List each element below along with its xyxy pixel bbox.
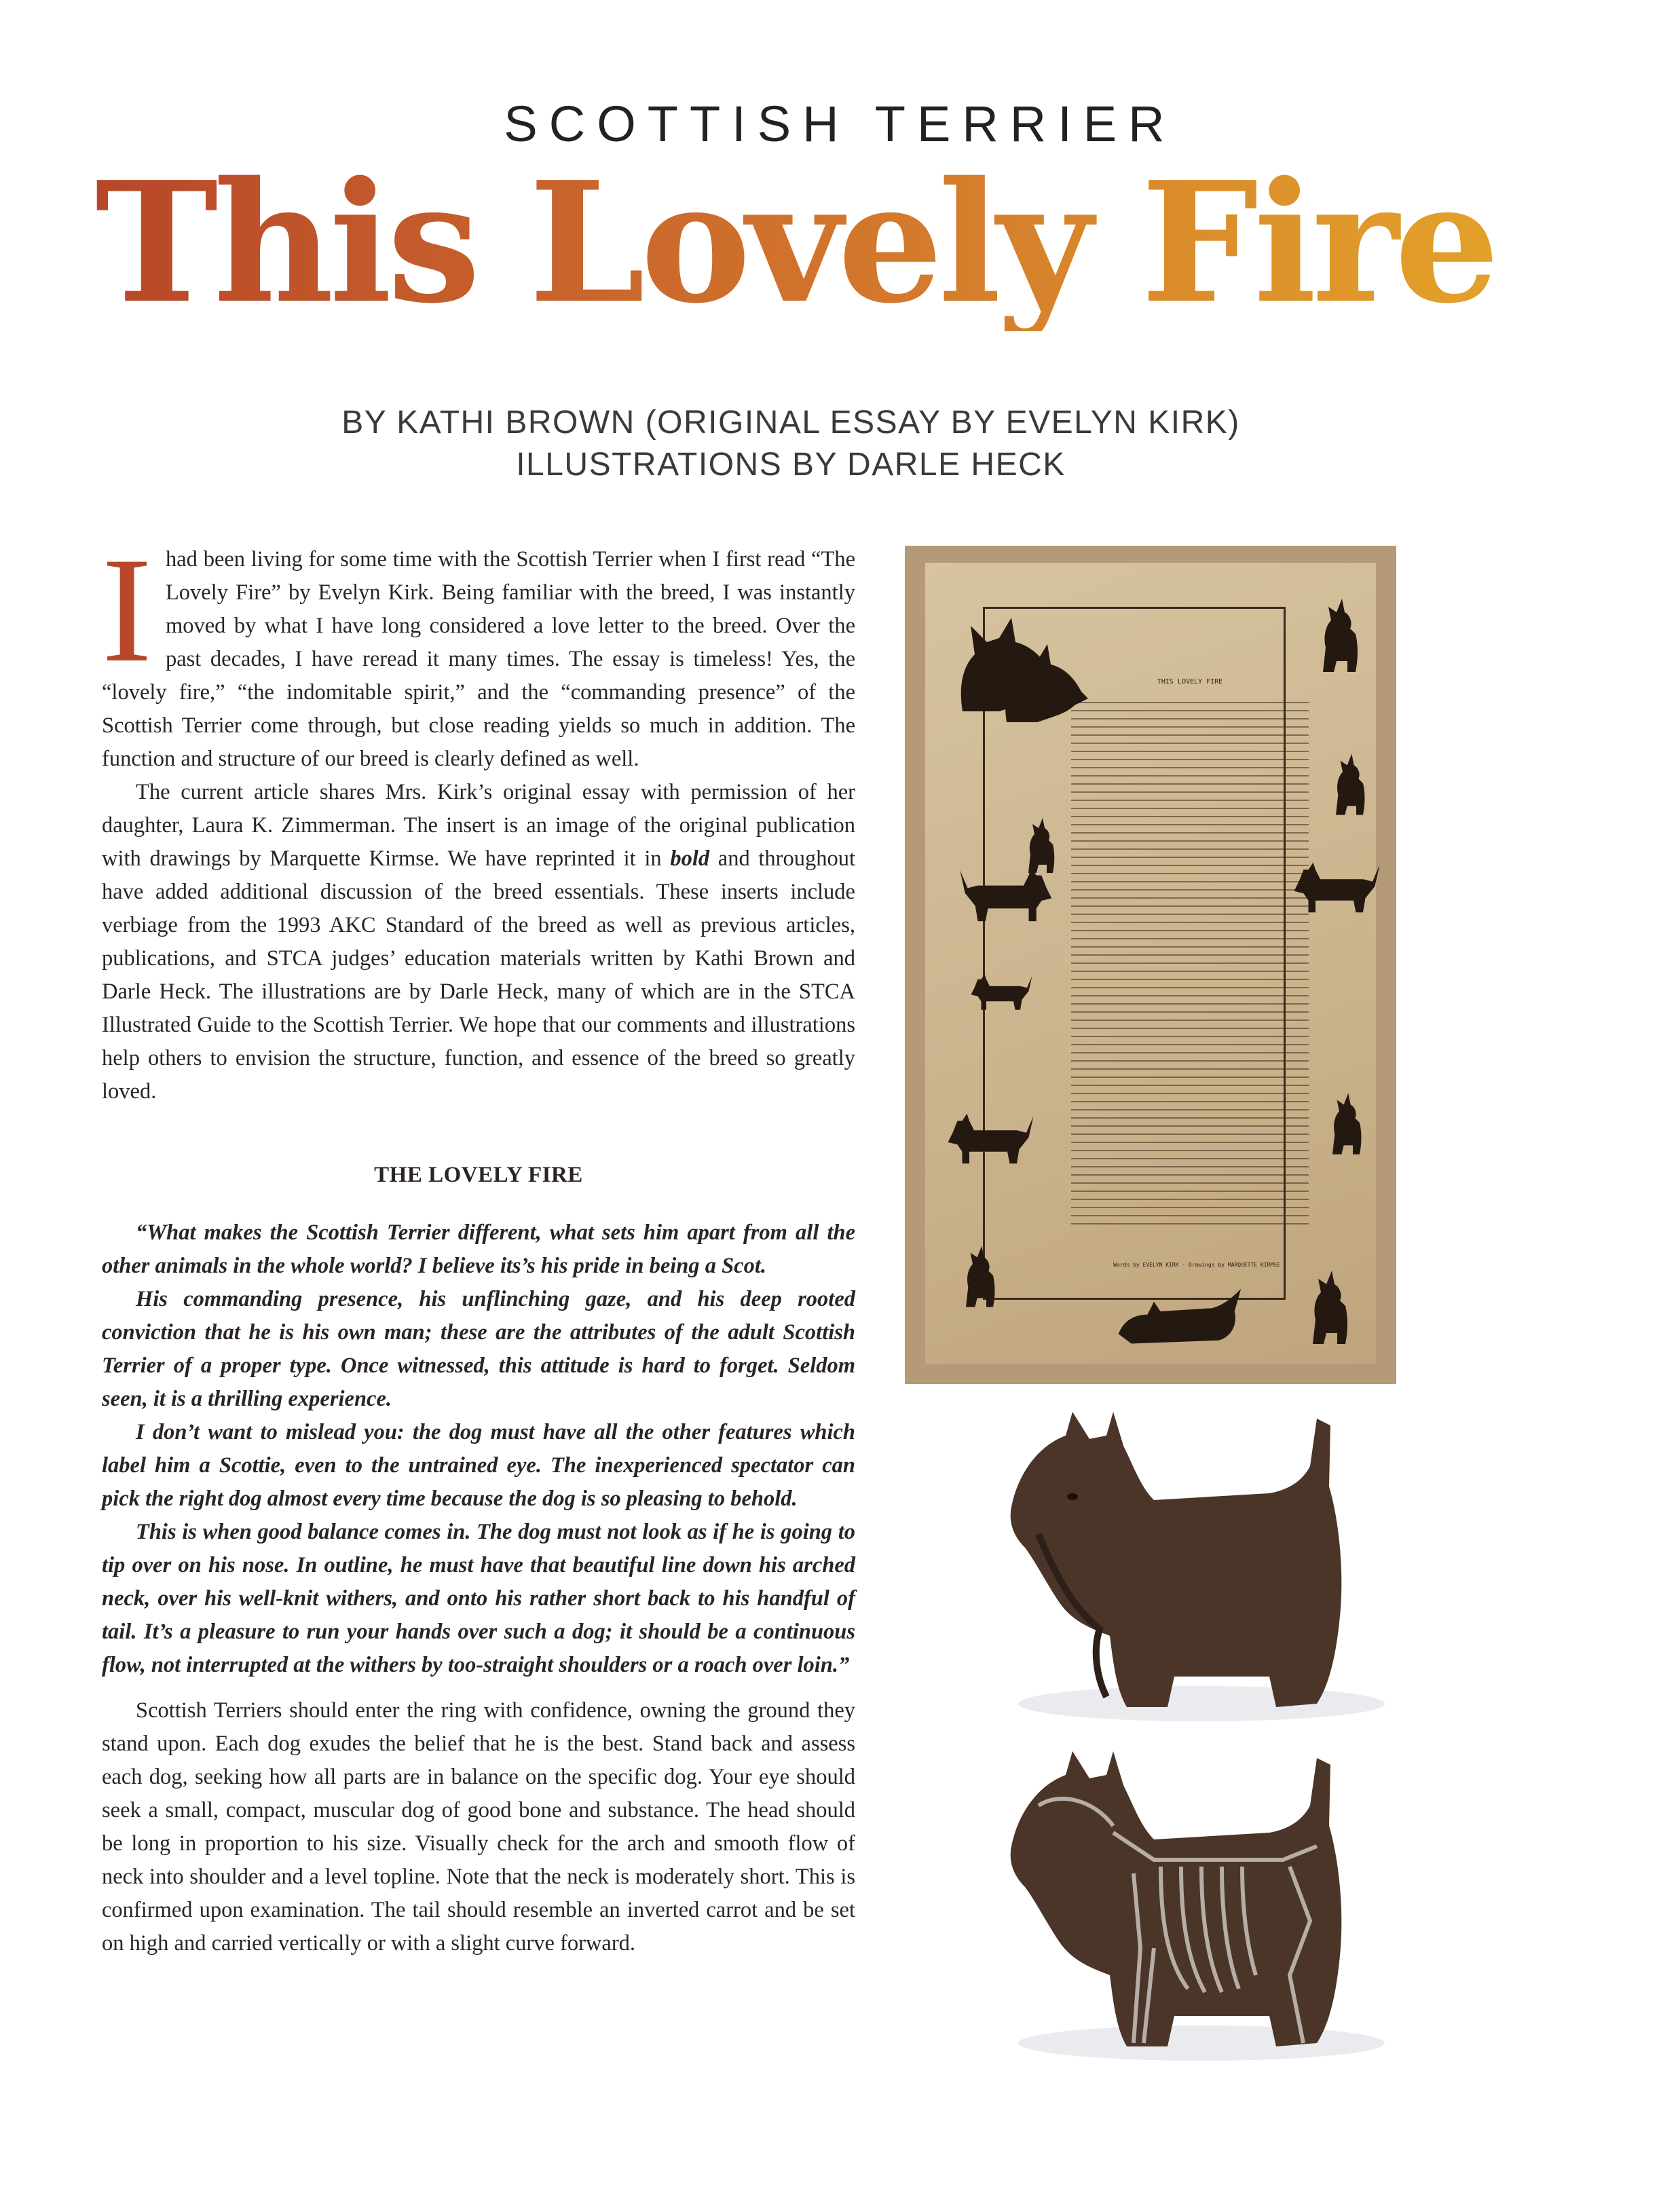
scottie-lying-silhouette	[1108, 1286, 1251, 1350]
article-title: This Lovely Fire	[95, 155, 1616, 331]
byline	[0, 402, 1582, 486]
section-kicker: SCOTTISH TERRIER	[504, 96, 1176, 152]
intro-paragraph	[102, 527, 855, 776]
scottie-side-profile-illustration	[998, 1405, 1392, 1724]
clipping-text-lines	[1071, 702, 1309, 1231]
ground-shadow	[1018, 2025, 1385, 2061]
dog-body	[1011, 1412, 1342, 1707]
section-heading: THE LOVELY FIRE	[374, 1163, 583, 1187]
scottie-sitting-silhouette	[1319, 749, 1380, 817]
context-text-start: The current article shares Mrs. Kirk’s original essay with permission of her daughter, Laura K. Zimmerman. The insert is an image of the original publication with drawings by Marquette Kirmse. We have reprinted it in	[102, 780, 855, 871]
scottie-standing-silhouette	[946, 1102, 1041, 1170]
essay-quote	[102, 1216, 855, 1682]
scottie-sitting-silhouette	[1312, 593, 1366, 675]
closing-paragraph: Scottish Terriers should enter the ring with confidence, owning the ground they stand upon. Each dog exudes the belief that he is the best. Stand back and assess each dog, seeking how all parts are in balance on the specific dog. Your eye should seek a small, compact, muscular dog of good bone and substance. The head should be long in proportion to his size. Visually check for the arch and smooth flow of neck into shoulder and a level topline. Note that the neck is moderately short. This is confirmed upon examination. The tail should resemble an inverted carrot and be set on high and carried vertically or with a slight curve forward.	[102, 1698, 855, 1956]
clipping-heading: THIS LOVELY FIRE	[1157, 678, 1223, 686]
article-body	[102, 527, 855, 1960]
scottie-skeleton-overlay-illustration	[998, 1744, 1392, 2063]
author-credit: BY KATHI BROWN (ORIGINAL ESSAY BY EVELYN KIRK)	[341, 405, 1240, 441]
scottie-head-silhouette	[990, 637, 1091, 729]
quote-paragraph: His commanding presence, his unflinching gaze, and his deep rooted conviction that he is his own man; these are the attributes of the adult Scottish Terrier of a proper type. Once witnessed, this attitude is hard to forget. Seldom seen, it is a thrilling experience.	[102, 1287, 855, 1411]
context-text-end: and throughout have added additional discussion of the breed essentials. These inserts include verbiage from the 1993 AKC Standard of the breed as well as previous articles, publications, and STCA judges’ education materials written by Kathi Brown and Darle Heck. The illustrations are by Darle Heck, many of which are in the STCA Illustrated Guide to the Scottish Terrier. We hope that our comments and illustrations help others to envision the structure, function, and essence of the breed so greatly loved.	[102, 846, 855, 1104]
original-publication-image	[905, 546, 1396, 1384]
scottie-sitting-silhouette	[1013, 814, 1068, 875]
dog-eye	[1067, 1493, 1078, 1500]
intro-text: had been living for some time with the Scottish Terrier when I first read “The Lovely Fire” by Evelyn Kirk. Being familiar with the breed, I was instantly moved by what I have long considered a love letter to the breed. Over the past decades, I have reread it many times. The essay is timeless! Yes, the “lovely fire,” “the indomitable spirit,” and the “commanding presence” of the Scottish Terrier come through, but close reading yields so much in addition. The function and structure of our breed is clearly defined as well.	[102, 547, 855, 771]
quote-paragraph: “What makes the Scottish Terrier different, what sets him apart from all the other animals in the whole world? I believe its’s his pride in being a Scot.	[102, 1220, 855, 1278]
scottie-sitting-silhouette	[949, 1241, 1010, 1309]
context-paragraph	[102, 776, 855, 1108]
ground-shadow	[1018, 1686, 1385, 1721]
quote-paragraph: This is when good balance comes in. The dog must not look as if he is going to tip over on his nose. In outline, he must have that beautiful line down his arched neck, over his well-knit withers, and onto his rather short back to his handful of tail. It’s a pleasure to run your hands over such a dog; it should be a continuous flow, not interrupted at the withers by too-straight shoulders or a roach over loin.”	[102, 1520, 855, 1677]
dog-body	[1011, 1751, 1342, 2046]
scottie-sitting-silhouette	[1312, 1089, 1380, 1157]
quote-paragraph: I don’t want to mislead you: the dog must have all the other features which label him a Scottie, even to the untrained eye. The inexperienced spectator can pick the right dog almost every time because the dog is so pleasing to behold.	[102, 1420, 855, 1511]
clipping-credit: Words by EVELYN KIRK · Drawings by MARQUETTE KIRMSE	[1113, 1262, 1280, 1268]
drop-cap: I	[102, 527, 152, 694]
illustrator-credit: ILLUSTRATIONS BY DARLE HECK	[516, 447, 1066, 483]
scottie-standing-silhouette	[1292, 851, 1387, 919]
context-bold-word: bold	[670, 846, 710, 871]
scottie-sitting-silhouette	[1285, 1265, 1373, 1347]
scottie-standing-silhouette	[969, 960, 1037, 1021]
